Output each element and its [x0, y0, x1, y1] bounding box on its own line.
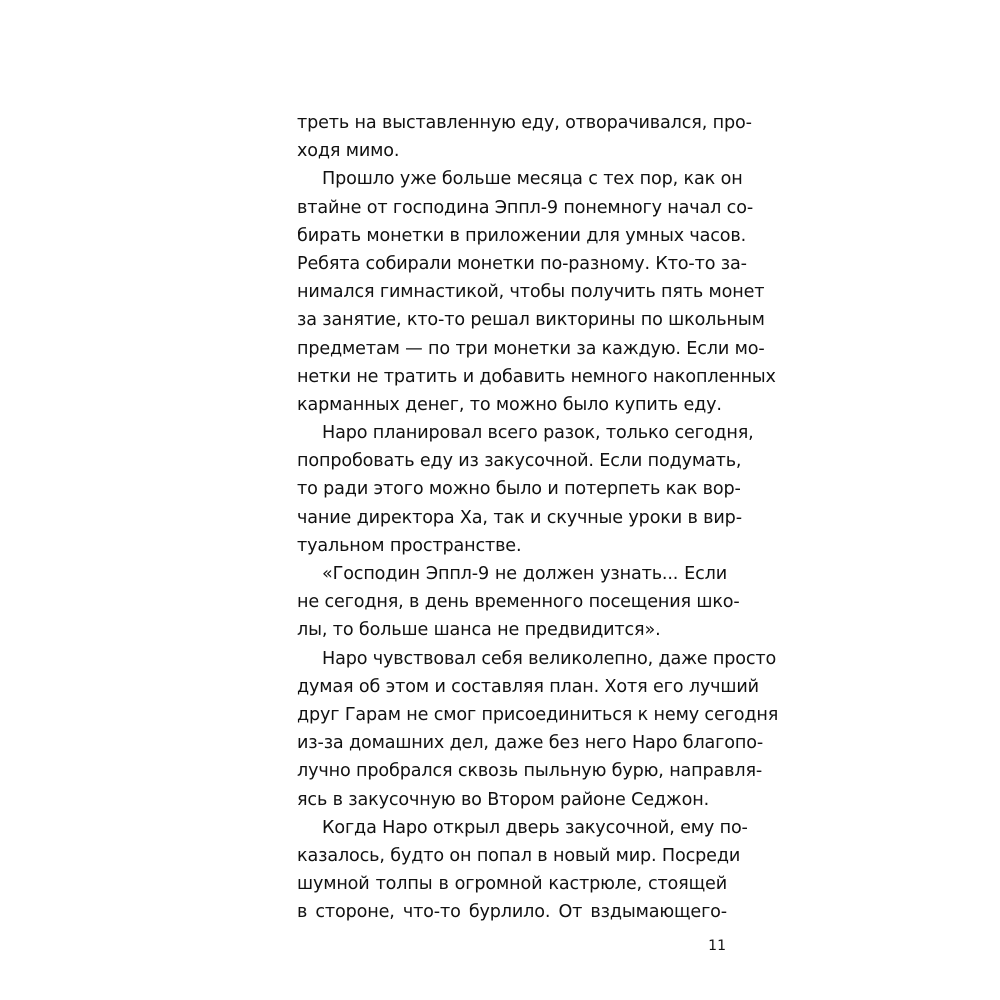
text-line: туальном пространстве.: [297, 535, 522, 556]
text-line: лучно пробрался сквозь пыльную бурю, направля-: [297, 761, 763, 782]
text-line: в стороне, что-то бурлило. От вздымающего-: [297, 902, 727, 923]
paragraph: [297, 645, 779, 814]
text-line: Ребята собирали монетки по-разному. Кто-то за-: [297, 253, 747, 274]
text-line: карманных денег, то можно было купить еду.: [297, 394, 722, 415]
text-line: «Господин Эппл-9 не должен узнать... Если: [322, 564, 727, 584]
page-number: 11: [708, 938, 726, 954]
text-line: ясь в закусочную во Втором районе Седжон.: [297, 789, 710, 810]
text-line: ходя мимо.: [297, 141, 400, 162]
text-line: из-за домашних дел, даже без него Наро благопо-: [297, 733, 764, 754]
text-line: предметам — по три монетки за каждую. Если мо-: [297, 338, 765, 359]
text-line: Когда Наро открыл дверь закусочной, ему по-: [322, 817, 748, 838]
text-line: казалось, будто он попал в новый мир. Посреди: [297, 845, 741, 866]
text-line: за занятие, кто-то решал викторины по школьным: [297, 310, 765, 331]
text-line: треть на выставленную еду, отворачивался, про-: [297, 113, 752, 133]
text-line: чание директора Ха, так и скучные уроки в вир-: [297, 507, 742, 528]
paragraph: [297, 560, 740, 645]
text-line: Наро чувствовал себя великолепно, даже просто: [322, 648, 777, 669]
body-text: [297, 109, 779, 926]
paragraph: [297, 814, 748, 927]
paragraph: [297, 165, 776, 419]
text-line: бирать монетки в приложении для умных часов.: [297, 225, 747, 246]
text-line: то ради этого можно было и потерпеть как вор-: [297, 479, 741, 500]
text-line: Наро планировал всего разок, только сегодня,: [322, 423, 754, 444]
paragraph: [297, 109, 752, 165]
text-line: не сегодня, в день временного посещения шко-: [297, 592, 740, 613]
text-line: думая об этом и составляя план. Хотя его лучший: [297, 676, 759, 697]
text-line: втайне от господина Эппл-9 понемногу начал со-: [297, 197, 754, 218]
text-line: нетки не тратить и добавить немного накопленных: [297, 366, 776, 387]
paragraph: [297, 419, 754, 560]
text-line: Прошло уже больше месяца с тех пор, как он: [322, 169, 743, 190]
text-line: нимался гимнастикой, чтобы получить пять монет: [297, 282, 765, 303]
text-line: лы, то больше шанса не предвидится».: [297, 620, 661, 641]
text-line: шумной толпы в огромной кастрюле, стоящей: [297, 874, 727, 895]
text-line: попробовать еду из закусочной. Если подумать,: [297, 451, 742, 472]
text-line: друг Гарам не смог присоединиться к нему сегодня: [297, 704, 779, 725]
